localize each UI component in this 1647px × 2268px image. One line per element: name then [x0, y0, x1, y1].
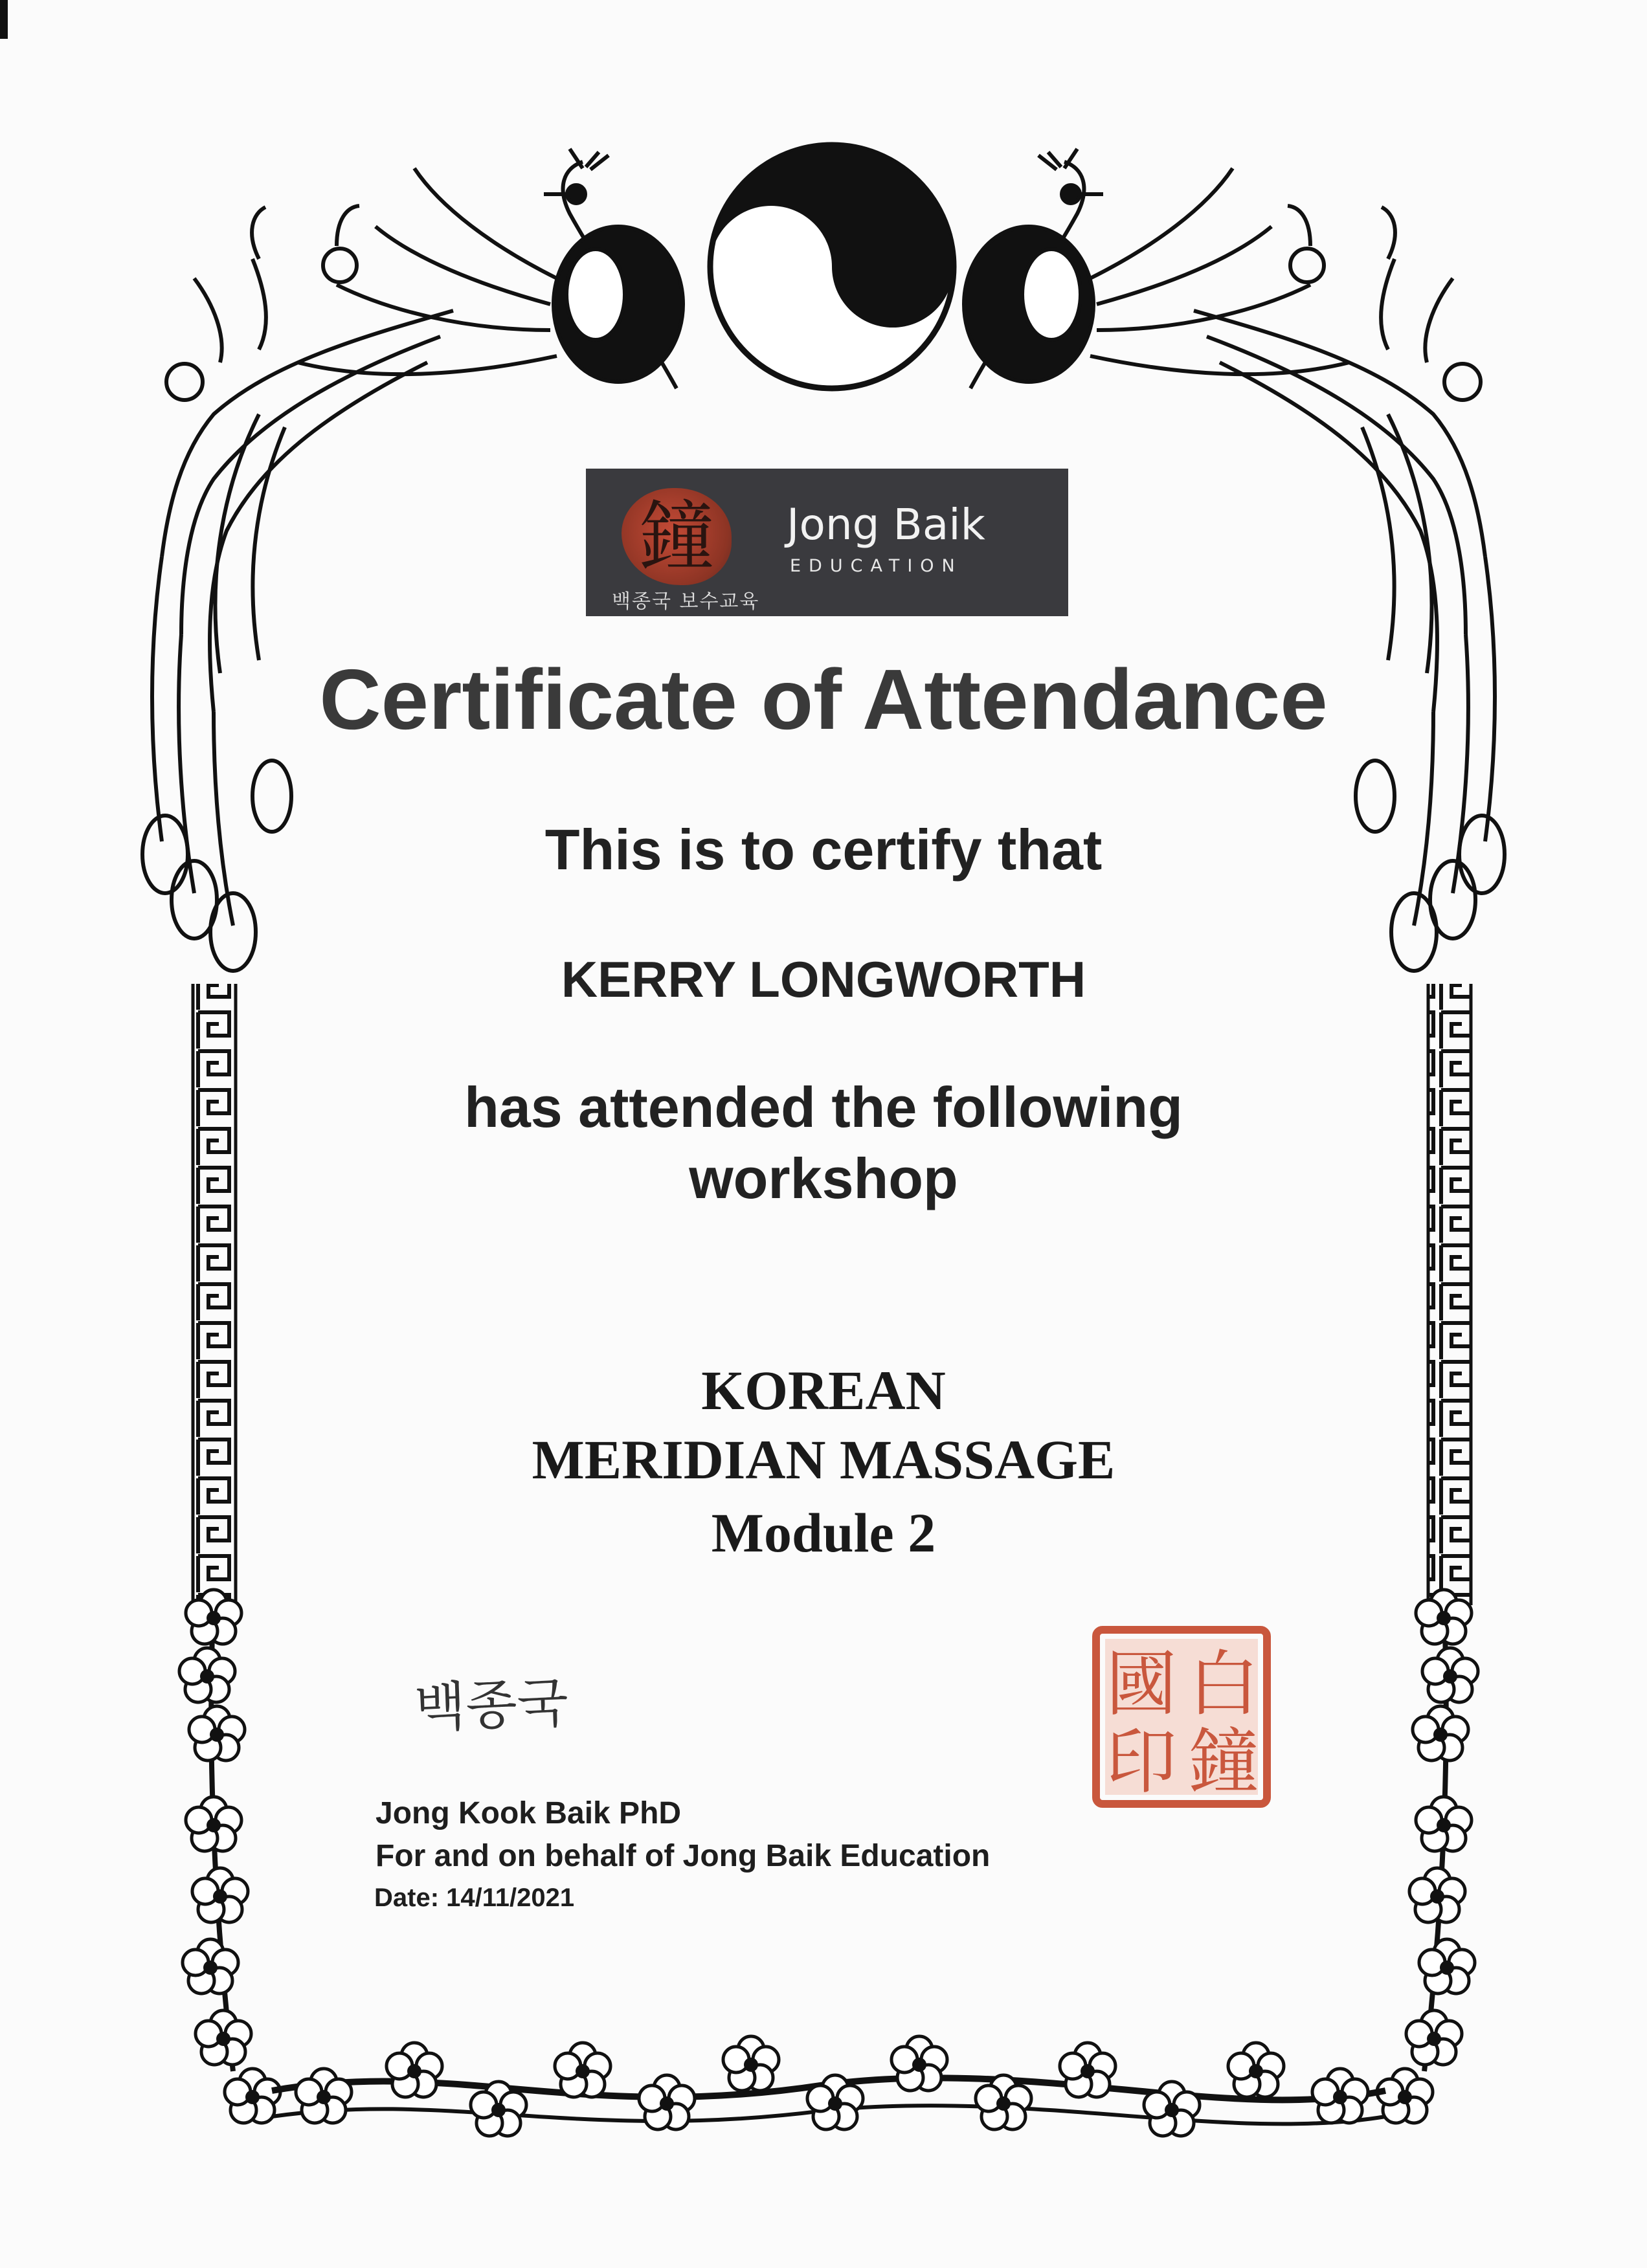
attended-line-1: has attended the following — [464, 1075, 1183, 1139]
certify-line: This is to certify that — [544, 817, 1103, 882]
logo-seal-icon — [622, 488, 732, 585]
right-flower-vine-icon — [1377, 1590, 1478, 2123]
course-line-3: Module 2 — [711, 1502, 936, 1564]
course-line-1: KOREAN — [701, 1359, 946, 1421]
handwritten-signature: 백종국 — [413, 1672, 570, 1740]
svg-text:白: 白 — [1188, 1643, 1259, 1726]
svg-text:印: 印 — [1106, 1720, 1177, 1803]
company-logo — [586, 469, 1068, 616]
red-seal-stamp-icon — [1091, 1625, 1272, 1809]
logo-seal-character: 鐘 — [638, 492, 715, 581]
course-line-2: MERIDIAN MASSAGE — [532, 1429, 1115, 1491]
svg-text:國: 國 — [1106, 1643, 1177, 1726]
svg-text:鐘: 鐘 — [1188, 1720, 1259, 1803]
taeguk-emblem-icon — [710, 145, 954, 388]
certificate-title: Certificate of Attendance — [319, 652, 1328, 747]
logo-korean-text: 백종국 보수교육 — [612, 590, 760, 613]
left-flower-vine-icon — [179, 1590, 280, 2123]
signer-name: Jong Kook Baik PhD — [375, 1796, 682, 1830]
logo-name: Jong Baik — [787, 500, 985, 550]
issue-date: Date: 14/11/2021 — [374, 1884, 575, 1912]
logo-subtitle: EDUCATION — [790, 556, 963, 576]
behalf-line: For and on behalf of Jong Baik Education — [375, 1839, 991, 1873]
bottom-flower-band-icon — [272, 2036, 1385, 2136]
recipient-name: KERRY LONGWORTH — [561, 951, 1086, 1008]
attended-line-2: workshop — [689, 1146, 958, 1210]
